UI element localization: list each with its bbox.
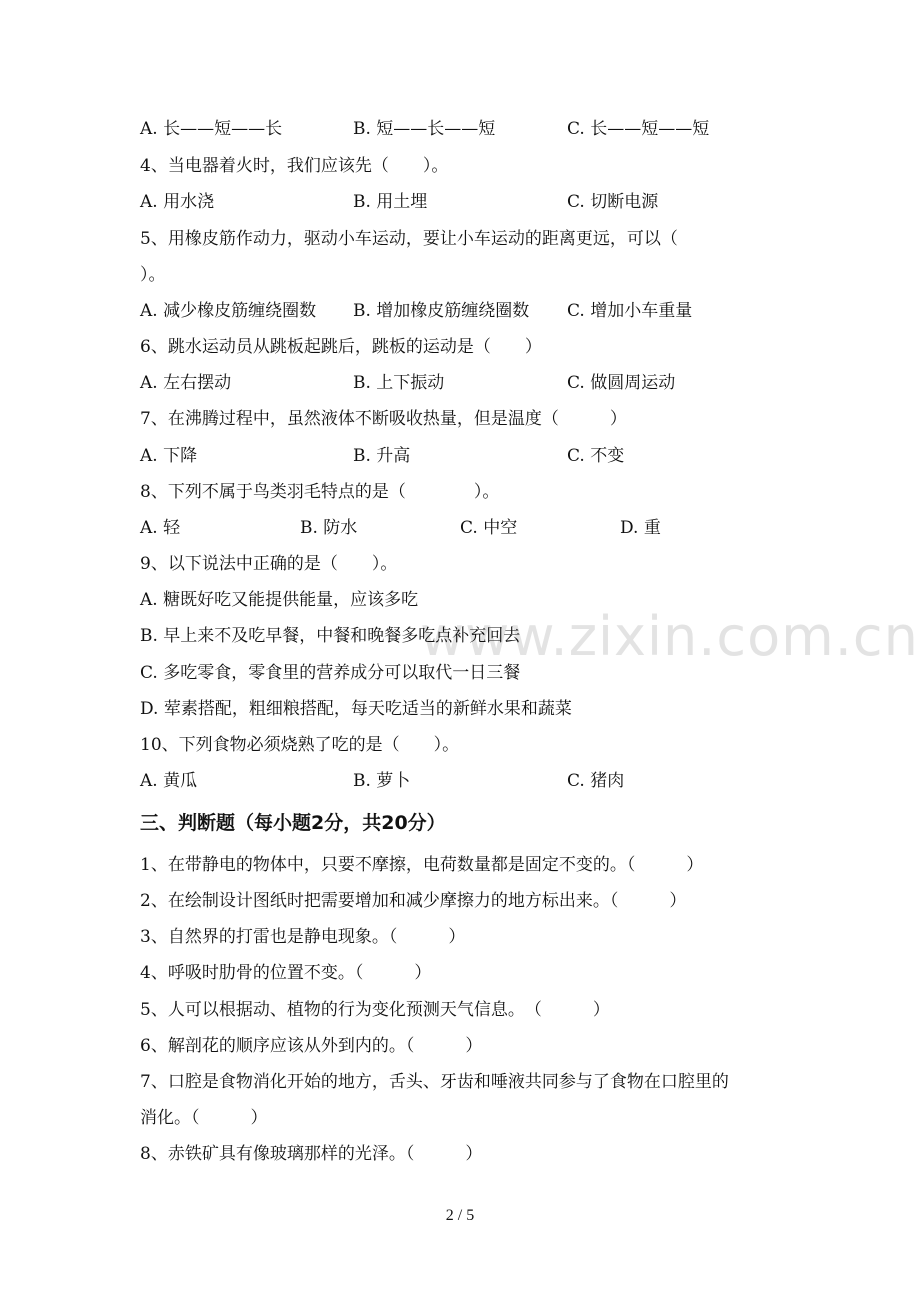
judge-item-4: 4、呼吸时肋骨的位置不变。（ ）: [140, 963, 432, 983]
q5-option-a: A. 减少橡皮筋缠绕圈数: [140, 301, 317, 321]
q9-text: 9、以下说法中正确的是（ ）。: [140, 554, 398, 574]
q6-text: 6、跳水运动员从跳板起跳后，跳板的运动是（ ）: [140, 337, 542, 357]
q8-text: 8、下列不属于鸟类羽毛特点的是（ ）。: [140, 482, 500, 502]
q6-option-b: B. 上下振动: [353, 373, 445, 393]
q9-option-d: D. 荤素搭配，粗细粮搭配，每天吃适当的新鲜水果和蔬菜: [140, 699, 572, 719]
q8-option-a: A. 轻: [140, 518, 181, 538]
q5-text: 5、用橡皮筋作动力，驱动小车运动，要让小车运动的距离更远，可以（: [140, 229, 678, 249]
q3-option-c: C. 长——短——短: [567, 119, 710, 139]
q10-option-a: A. 黄瓜: [140, 771, 198, 791]
q10-option-c: C. 猪肉: [567, 771, 625, 791]
q9-option-a: A. 糖既好吃又能提供能量，应该多吃: [140, 590, 419, 610]
q4-option-a: A. 用水浇: [140, 192, 215, 212]
q8-option-b: B. 防水: [300, 518, 358, 538]
judge-item-6: 6、解剖花的顺序应该从外到内的。（ ）: [140, 1036, 483, 1056]
q6-option-a: A. 左右摆动: [140, 373, 232, 393]
judge-item-5: 5、人可以根据动、植物的行为变化预测天气信息。 （ ）: [140, 1000, 610, 1020]
q4-text: 4、当电器着火时，我们应该先（ ）。: [140, 156, 449, 176]
judge-item-1: 1、在带静电的物体中，只要不摩擦，电荷数量都是固定不变的。（ ）: [140, 855, 704, 875]
q5-option-b: B. 增加橡皮筋缠绕圈数: [353, 301, 530, 321]
q4-option-b: B. 用土埋: [353, 192, 428, 212]
q9-option-b: B. 早上来不及吃早餐，中餐和晚餐多吃点补充回去: [140, 626, 521, 646]
q10-text: 10、下列食物必须烧熟了吃的是（ ）。: [140, 735, 460, 755]
q10-option-b: B. 萝卜: [353, 771, 411, 791]
judge-item-8: 8、赤铁矿具有像玻璃那样的光泽。（ ）: [140, 1144, 483, 1164]
judge-item-7: 7、口腔是食物消化开始的地方，舌头、牙齿和唾液共同参与了食物在口腔里的: [140, 1072, 729, 1092]
q3-option-b: B. 短——长——短: [353, 119, 496, 139]
q6-option-c: C. 做圆周运动: [567, 373, 676, 393]
judge-item-3: 3、自然界的打雷也是静电现象。（ ）: [140, 927, 466, 947]
q8-option-c: C. 中空: [460, 518, 518, 538]
page-number: 2 / 5: [445, 1207, 475, 1224]
q9-option-c: C. 多吃零食，零食里的营养成分可以取代一日三餐: [140, 663, 521, 683]
q7-text: 7、在沸腾过程中，虽然液体不断吸收热量，但是温度（ ）: [140, 409, 627, 429]
q3-option-a: A. 长——短——长: [140, 119, 283, 139]
q5-option-c: C. 增加小车重量: [567, 301, 693, 321]
q7-option-c: C. 不变: [567, 446, 625, 466]
watermark: www.zixin.com.cn: [420, 605, 919, 668]
q7-option-b: B. 升高: [353, 446, 411, 466]
q5-text-cont: ）。: [140, 265, 166, 285]
q8-option-d: D. 重: [620, 518, 661, 538]
q7-option-a: A. 下降: [140, 446, 198, 466]
judge-item-7-cont: 消化。（ ）: [140, 1108, 268, 1128]
q4-option-c: C. 切断电源: [567, 192, 659, 212]
section-heading: 三、判断题（每小题2分，共20分）: [140, 812, 446, 834]
judge-item-2: 2、在绘制设计图纸时把需要增加和减少摩擦力的地方标出来。（ ）: [140, 891, 687, 911]
